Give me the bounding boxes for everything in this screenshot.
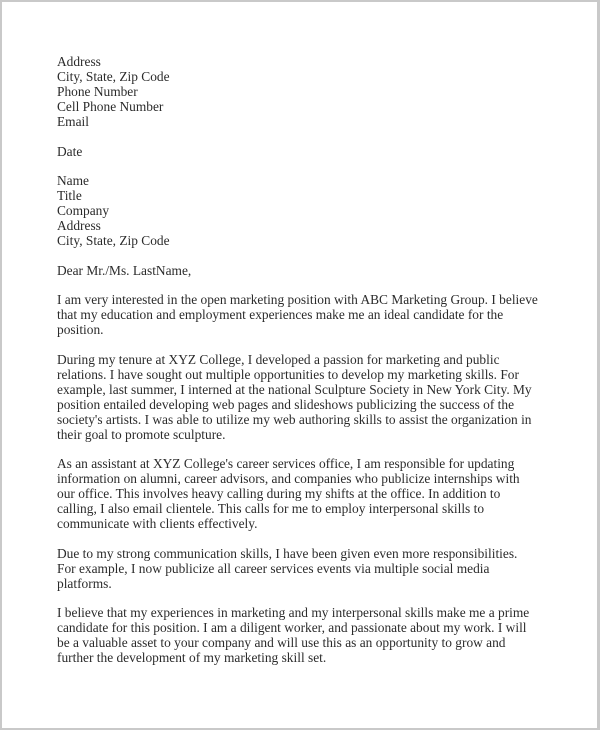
salutation: Dear Mr./Ms. LastName, xyxy=(57,262,192,278)
paragraph-line: I am very interested in the open marketing position with ABC Marketing Group. I believe xyxy=(57,292,538,307)
recipient-company: Company xyxy=(57,203,110,218)
recipient-title: Title xyxy=(57,188,82,203)
body-paragraph-5 xyxy=(57,605,577,665)
paragraph-line: example, last summer, I interned at the national Sculpture Society in New York City. My xyxy=(57,381,532,397)
paragraph-line: candidate for this position. I am a diligent worker, and passionate about my work. I will xyxy=(57,620,527,635)
sender-phone: Phone Number xyxy=(57,84,138,99)
body-paragraph-3 xyxy=(57,456,577,531)
body-paragraph-1 xyxy=(57,292,577,337)
paragraph-line: For example, I now publicize all career services events via multiple social media xyxy=(57,560,490,576)
paragraph-line: our office. This involves heavy calling during my shifts at the office. In addition to xyxy=(57,486,501,501)
sender-address: Address xyxy=(57,54,101,69)
paragraph-line: position. xyxy=(57,322,104,337)
recipient-city-state-zip: City, State, Zip Code xyxy=(57,233,170,248)
paragraph-line: society's artists. I was able to utilize my web authoring skills to assist the organization in xyxy=(57,411,532,427)
paragraph-line: their goal to promote sculpture. xyxy=(57,426,226,442)
paragraph-line: be a valuable asset to your company and will use this as an opportunity to grow and xyxy=(57,635,506,650)
salutation-block xyxy=(57,263,577,278)
cover-letter xyxy=(57,54,577,665)
recipient-address-block xyxy=(57,173,577,248)
paragraph-line: calling, I also email clientele. This calls for me to employ interpersonal skills to xyxy=(57,501,485,516)
paragraph-line: As an assistant at XYZ College's career services office, I am responsible for updating xyxy=(57,456,515,471)
sender-email: Email xyxy=(57,114,89,129)
paragraph-line: I believe that my experiences in marketing and my interpersonal skills make me a prime xyxy=(57,605,530,620)
paragraph-line: position entailed developing web pages and slideshows publicizing the success of the xyxy=(57,396,515,412)
paragraph-line: Due to my strong communication skills, I have been given even more responsibilities. xyxy=(57,545,518,561)
recipient-name: Name xyxy=(57,173,89,188)
body-paragraph-2 xyxy=(57,352,577,442)
paragraph-line: further the development of my marketing skill set. xyxy=(57,650,327,665)
sender-city-state-zip: City, State, Zip Code xyxy=(57,69,170,84)
sender-address-block xyxy=(57,54,577,129)
paragraph-line: that my education and employment experiences make me an ideal candidate for the xyxy=(57,307,504,322)
paragraph-line: relations. I have sought out multiple opportunities to develop my marketing skills. For xyxy=(57,366,519,382)
body-paragraph-4 xyxy=(57,546,577,591)
date-block xyxy=(57,144,577,159)
sender-cell-phone: Cell Phone Number xyxy=(57,99,164,114)
recipient-address: Address xyxy=(57,218,101,233)
paragraph-line: During my tenure at XYZ College, I developed a passion for marketing and public xyxy=(57,351,500,367)
letter-date: Date xyxy=(57,143,83,159)
paragraph-line: information on alumni, career advisors, and companies who publicize internships with xyxy=(57,471,520,486)
paragraph-line: platforms. xyxy=(57,575,112,591)
paragraph-line: communicate with clients effectively. xyxy=(57,516,258,531)
